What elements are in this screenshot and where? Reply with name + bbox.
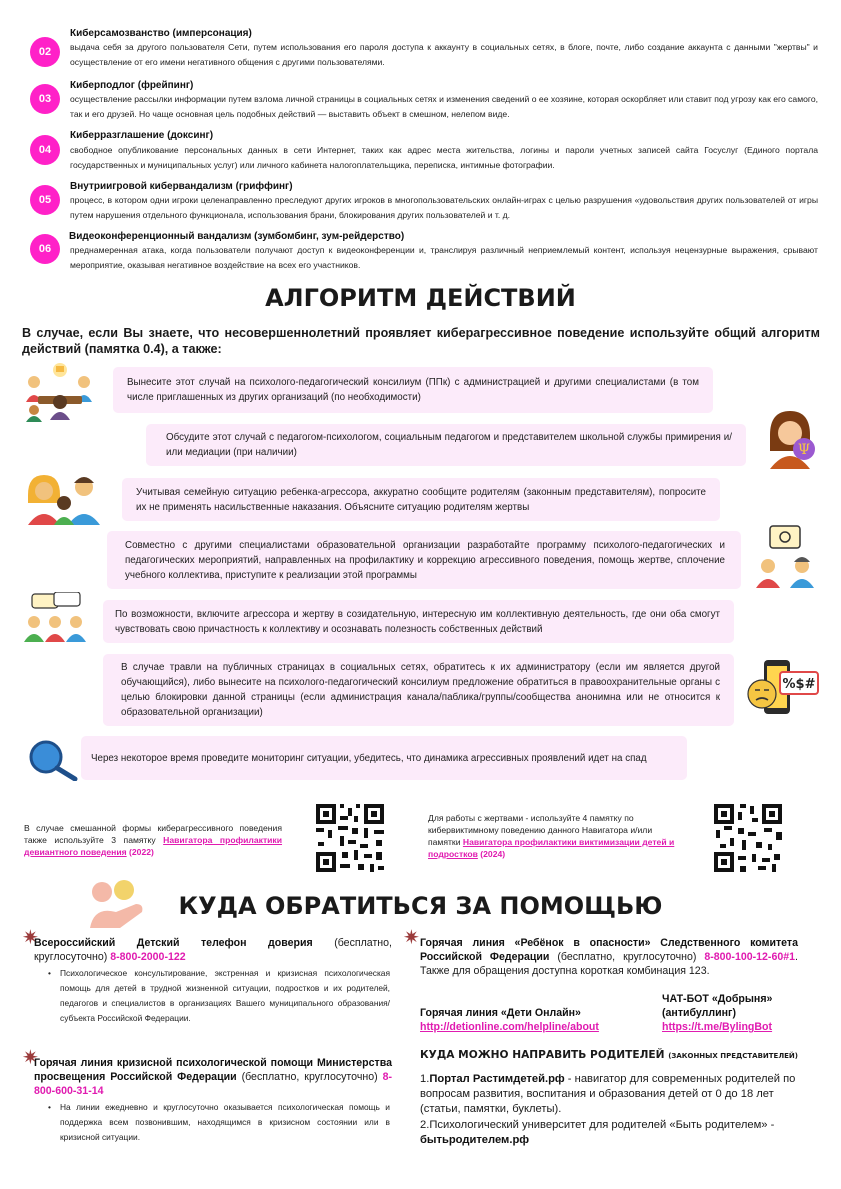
step-text: Учитывая семейную ситуацию ребенка-агрессора, аккуратно сообщите родителям (законным представителям), попросите их не применять насильственные наказания. Объясните ситуацию родителям жертвы — [136, 486, 706, 513]
number-badge: 05 — [30, 185, 60, 215]
chatbot-dobrynya — [662, 992, 812, 1034]
hotline-title: Горячая линия «Ребёнок в опасности» Следственного комитета Российской Федерации — [420, 937, 798, 963]
algorithm-step-7 — [81, 736, 687, 780]
definition-body: процесс, в котором одни игроки целенаправленно преследуют других игроков в многопользовательских онлайн-играх с целью разрушения «удовольствия других пользователей от игры путем нарушения отдельного функционала, использования брани, блокирования других пользователей и т. д. — [70, 195, 818, 220]
definition-body: свободное опубликование персональных данных в сети Интернет, таких как адрес места жительства, логины и пароли учетных записей сайта Госуслуг (Единого портала государственных и муниципальных услуг) или личного кабинета налогоплательщика, переписка, интимные фотографии. — [70, 145, 818, 170]
algorithm-step-1 — [113, 367, 713, 413]
definition-title: Видеоконференционный вандализм (зумбомбинг, зум-рейдерство) — [69, 231, 405, 242]
definition-body: выдача себя за другого пользователя Сети, путем использования его пароля доступа к аккаунту в социальных сетях, в блоге, почте, либо создание аккаунта с данными "жертвы" и осуществление от его имени негативного общения с другими пользователями. — [70, 42, 818, 67]
parents-heading — [420, 1048, 820, 1063]
qr-code-victimization[interactable] — [712, 802, 784, 874]
svg-text:Ψ: Ψ — [797, 442, 811, 458]
note-text: Для работы с жертвами - используйте 4 памятку по кибервиктимному поведению данного Навигатора и/или памятки — [428, 813, 653, 847]
help-heading: КУДА ОБРАТИТЬСЯ ЗА ПОМОЩЬЮ — [178, 892, 663, 920]
definition-title: Внутриигровой кибервандализм (гриффинг) — [70, 181, 293, 192]
note-year: (2022) — [129, 847, 154, 857]
phone-chat-icon — [742, 658, 820, 718]
hotline-children — [34, 936, 392, 964]
parents-heading-main: КУДА МОЖНО НАПРАВИТЬ РОДИТЕЛЕЙ — [420, 1049, 665, 1061]
number-badge: 06 — [30, 234, 60, 264]
star-bullet-icon: ✷ — [22, 1047, 39, 1069]
star-bullet-icon: ✷ — [22, 927, 39, 949]
algorithm-step-2 — [146, 424, 746, 466]
number-badge: 03 — [30, 84, 60, 114]
star-bullet-icon: ✷ — [403, 927, 420, 949]
resource-title[interactable]: Портал Растимдетей.рф — [429, 1073, 565, 1085]
resource-number: 1. — [420, 1073, 430, 1085]
chatbot-title: ЧАТ-БОТ «Добрыня» (антибуллинг) — [662, 993, 773, 1019]
group-discussion-icon — [22, 592, 88, 642]
hotline-ministry-desc: • На линии ежедневно и круглосуточно оказывается психологическая помощь и поддержка всем позвонившим, находящимся в кризисном состоянии или в кризисной ситуации. — [48, 1100, 390, 1145]
number-badge: 04 — [30, 135, 60, 165]
chatbot-link[interactable]: https://t.me/BylingBot — [662, 1021, 773, 1033]
hotline-children-desc: • Психологическое консультирование, экстренная и кризисная психологическая помощь для детей в трудной жизненной ситуации, подростков и их родителей, педагогов и специалистов в организациях Вашего муниципального образования/субъекта Российской Федерации. — [48, 966, 390, 1026]
step-text: Через некоторое время проведите мониторинг ситуации, убедитесь, что динамика агрессивных проявлений идет на спад — [91, 752, 647, 764]
hotline-ministry — [34, 1056, 392, 1098]
step-text: Совместно с другими специалистами образовательной организации разработайте программу психолого-педагогических и педагогических мероприятий, направленных на профилактику и коррекцию агрессивного поведения, помощь жертве, сплочение учебного коллектива, приступите к реализации этой программы — [125, 539, 725, 581]
navigator-link-victimization[interactable]: Навигатора профилактики виктимизации детей и подростков — [428, 837, 675, 859]
hotline-title: Горячая линия «Дети Онлайн» — [420, 1007, 581, 1019]
step-text: Обсудите этот случай с педагогом-психологом, социальным педагогом и представителем школьной службы примирения и/или медиации (при наличии) — [166, 432, 732, 458]
navigator-link-deviant[interactable]: Навигатора профилактики девиантного поведения — [24, 835, 283, 857]
step-text: В случае травли на публичных страницах в социальных сетях, обратитесь к их администратору (если им является другой обучающийся), либо вынесите на психолого-педагогический консилиум предложение обратиться в правоохранительные органы с целью блокировки данной страницы (если администрация канала/паблика/группы/сообщества анонимна или не относится к образовательной организации) — [121, 662, 720, 718]
parents-resource-1 — [420, 1072, 812, 1117]
algorithm-intro: В случае, если Вы знаете, что несовершеннолетний проявляет киберагрессивное поведение используйте общий алгоритм действий (памятка 0.4), а также: — [22, 326, 820, 356]
algorithm-step-5 — [103, 600, 734, 643]
parents-resource-2 — [420, 1118, 812, 1148]
hotline-suffix: (бесплатно, круглосуточно) — [549, 951, 705, 963]
family-icon — [22, 473, 102, 525]
step-text: По возможности, включите агрессора и жертву в созидательную, интересную им коллективную деятельность, где они оба смогут чувствовать свою причастность к коллективу и осознавать полезность собственных действий — [115, 608, 720, 635]
qr-code-deviant[interactable] — [314, 802, 386, 874]
hotline-suffix: (бесплатно, круглосуточно) — [34, 937, 392, 963]
definition-title: Киберразглашение (доксинг) — [70, 130, 214, 141]
magnifier-icon — [24, 737, 80, 781]
hotline-children-online — [420, 1006, 640, 1034]
note-year: (2024) — [480, 849, 506, 859]
hotline-phone[interactable]: 8-800-100-12-60#1 — [704, 951, 796, 963]
resource-title[interactable]: бытьродителем.рф — [420, 1134, 530, 1146]
algorithm-step-6 — [103, 654, 734, 726]
algorithm-step-3 — [122, 478, 720, 521]
definition-body: осуществление рассылки информации путем взлома личной страницы в социальных сетях и изменения сведений о ее хозяине, которая оскорбляет или ставит под угрозу как его самого, так и его друзей. Но чаще основная цель подобных действий — выставить объект в смешном, нелепом виде. — [70, 94, 818, 119]
hotline-description: Психологическое консультирование, экстренная и кризисная психологическая помощь для детей в трудной жизненной ситуации, подростков и их родителей, педагогов и специалистов в организациях Вашего муниципального образования/субъекта Российской Федерации. — [60, 968, 390, 1023]
number-badge: 02 — [30, 37, 60, 67]
definition-title: Киберсамозванство (имперсонация) — [70, 28, 252, 39]
step-text: Вынесите этот случай на психолого-педагогический консилиум (ППк) с администрацией и другими специалистами (в том числе приглашенных из других организаций (по необходимости) — [127, 377, 699, 403]
parents-heading-sub: (ЗАКОННЫХ ПРЕДСТАВИТЕЛЕЙ) — [668, 1052, 798, 1060]
psychologist-icon — [758, 407, 820, 469]
resource-desc: - навигатор для современных родителей по вопросам развития, воспитания и образования детей от 0 до 18 лет (статьи, памятки, буклеты). — [420, 1073, 796, 1115]
note-victims — [428, 812, 686, 860]
algorithm-step-4 — [107, 531, 741, 589]
hotline-tail: . Также для обращения доступна короткая комбинация 123. — [420, 951, 798, 977]
hotline-phone[interactable]: 8-800-600-31-14 — [34, 1071, 392, 1097]
hotline-phone[interactable]: 8-800-2000-122 — [110, 951, 186, 963]
definition-title: Киберподлог (фрейпинг) — [70, 80, 194, 91]
chat-bubble-text: %$# — [782, 677, 816, 692]
note-text: В случае смешанной формы киберагрессивного поведения также используйте 3 памятку — [24, 823, 282, 845]
team-meeting-icon — [20, 362, 98, 422]
children-online-link[interactable]: http://detionline.com/helpline/about — [420, 1021, 599, 1033]
resource-desc: 2.Психологический университет для родителей «Быть родителем» - — [420, 1119, 775, 1131]
hotline-title: Всероссийский Детский телефон доверия — [34, 937, 313, 949]
hotline-description: На линии ежедневно и круглосуточно оказывается психологическая помощь и поддержка всем позвонившим, находящимся в кризисном состоянии или в кризисной ситуации. — [60, 1102, 390, 1142]
specialists-icon — [752, 524, 820, 588]
hotline-investigative — [420, 936, 798, 978]
definition-body: преднамеренная атака, когда пользователи получают доступ к видеоконференции и, транслируя различный неприемлемый контент, используя нецензурные выражения, срывают мероприятие, оказывая негативное воздействие на всех его участников. — [70, 245, 818, 270]
hotline-title: Горячая линия кризисной психологической помощи Министерства просвещения Российской Федерации — [34, 1057, 392, 1083]
algorithm-heading: АЛГОРИТМ ДЕЙСТВИЙ — [265, 284, 576, 312]
hotline-suffix: (бесплатно, круглосуточно) — [236, 1071, 383, 1083]
note-mixed-form — [24, 822, 282, 858]
